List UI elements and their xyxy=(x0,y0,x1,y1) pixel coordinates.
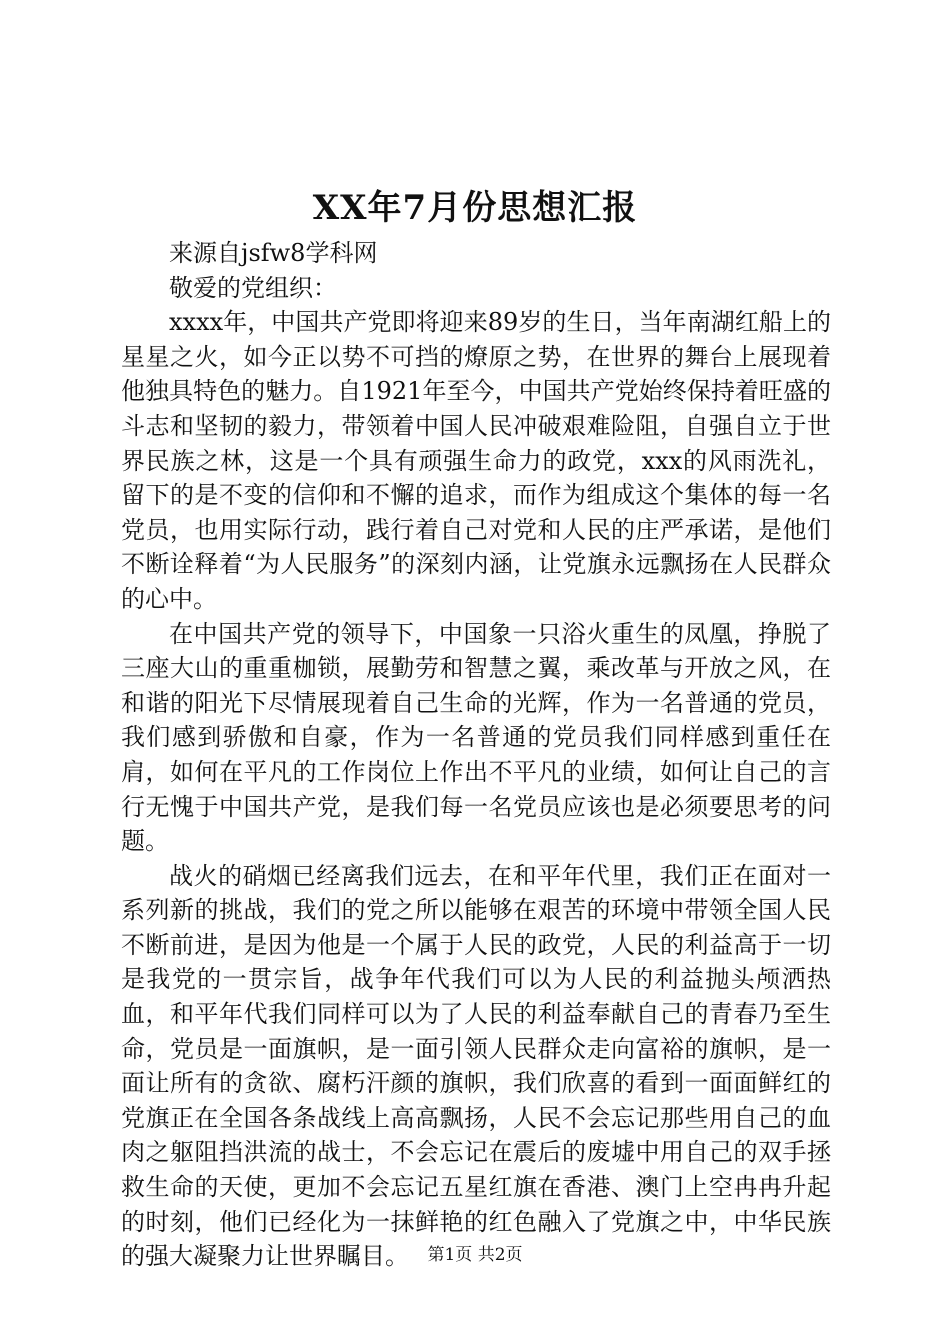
salutation: 敬爱的党组织： xyxy=(169,273,337,302)
body-paragraph: xxxx年，中国共产党即将迎来89岁的生日，当年南湖红船上的星星之火，如今正以势不可挡的燎原之势，在世界的舞台上展现着他独具特色的魅力。自1921年至今，中国共产党始终保持着旺盛的斗志和坚韧的毅力，带领着中国人民冲破艰难险阻，自强自立于世界民族之林，这是一个具有顽强生命力的政党，xxx的风雨洗礼，留下的是不变的信仰和不懈的追求，而作为组成这个集体的每一名党员，也用实际行动，践行着自己对党和人民的庄严承诺，是他们不断诠释着“为人民服务”的深刻内涵，让党旗永远飘扬在人民群众的心中。 xyxy=(121,308,831,613)
page-number: 第1页 共2页 xyxy=(427,1245,523,1265)
body-paragraph: 在中国共产党的领导下，中国象一只浴火重生的凤凰，挣脱了三座大山的重重枷锁，展勤劳和智慧之翼，乘改革与开放之风，在和谐的阳光下尽情展现着自己生命的光辉，作为一名普通的党员，我们感到骄傲和自豪，作为一名普通的党员我们同样感到重任在肩，如何在平凡的工作岗位上作出不平凡的业绩，如何让自己的言行无愧于中国共产党，是我们每一名党员应该也是必须要思考的问题。 xyxy=(121,619,831,856)
source-line: 来源自jsfw8学科网 xyxy=(169,239,378,267)
document-body xyxy=(121,236,831,1274)
document-title: XX年7月份思想汇报 xyxy=(312,188,638,228)
page-footer xyxy=(0,1243,950,1267)
body-paragraph: 战火的硝烟已经离我们远去，在和平年代里，我们正在面对一系列新的挑战，我们的党之所以能够在艰苦的环境中带领全国人民不断前进，是因为他是一个属于人民的政党，人民的利益高于一切是我党的一贯宗旨，战争年代我们可以为人民的利益抛头颅洒热血，和平年代我们同样可以为了人民的利益奉献自己的青春乃至生命，党员是一面旗帜，是一面引领人民群众走向富裕的旗帜，是一面让所有的贪欲、腐朽汗颜的旗帜，我们欣喜的看到一面面鲜红的党旗正在全国各条战线上高高飘扬，人民不会忘记那些用自己的血肉之躯阻挡洪流的战士，不会忘记在震后的废墟中用自己的双手拯救生命的天使，更加不会忘记五星红旗在香港、澳门上空冉冉升起的时刻，他们已经化为一抹鲜艳的红色融入了党旗之中，中华民族的强大凝聚力让世界瞩目。 xyxy=(121,861,831,1271)
